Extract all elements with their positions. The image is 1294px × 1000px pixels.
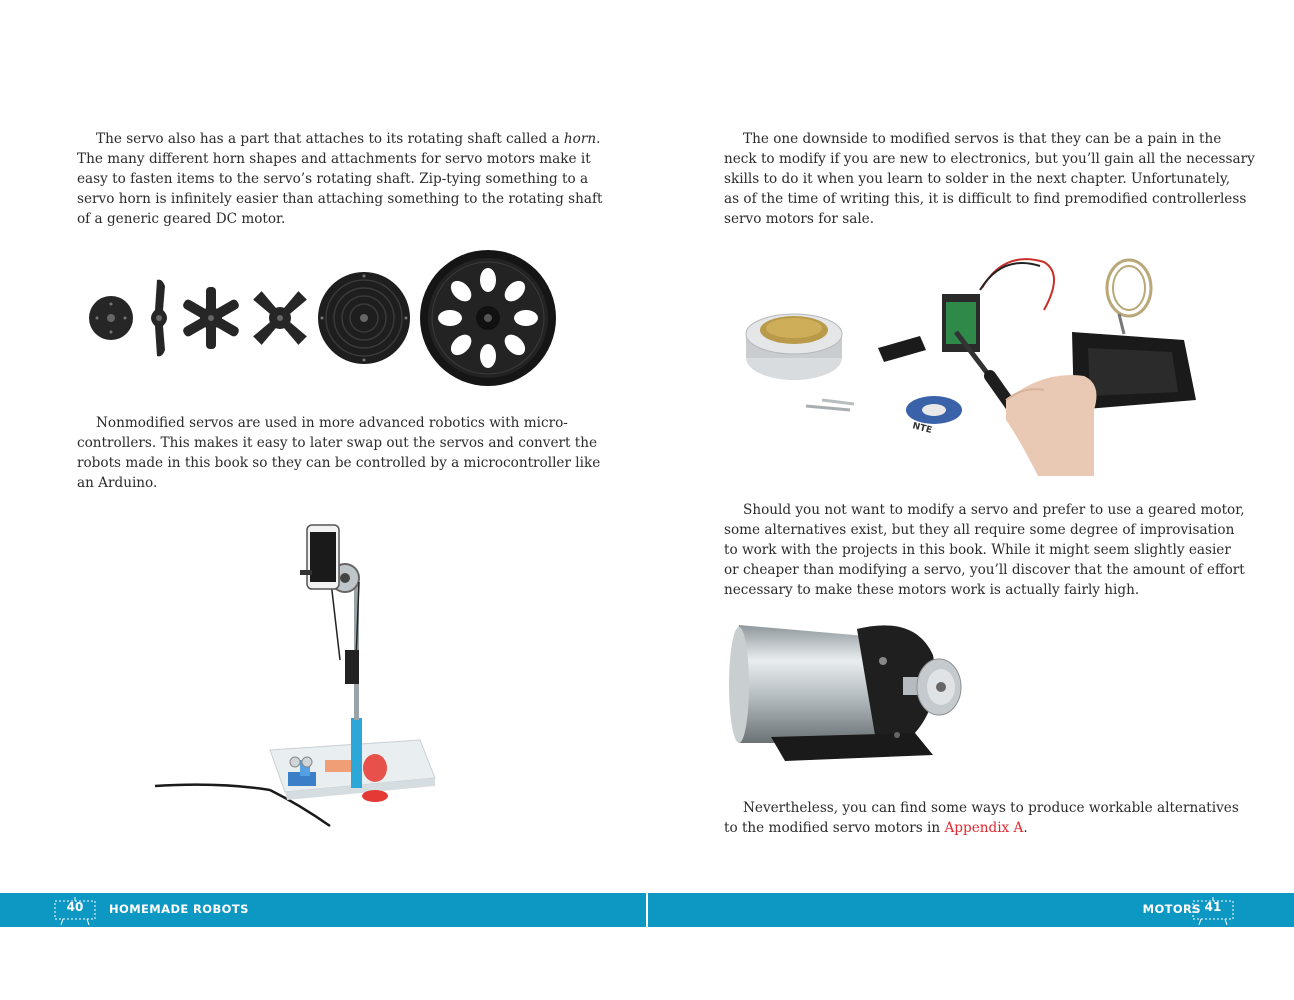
cross-horn-icon [253,291,307,345]
paragraph-servo-horn: The servo also has a part that attaches to its rotating shaft called a horn. The many different horn shapes and attachments for servo motors make it easy to fasten items to the servo’s rotating shaft. Zip-tying something to a servo horn is infinitely easier than attaching something to the rotating shaft of a generic geared DC motor. [77,131,603,227]
appendix-a-link[interactable]: Appendix A [944,820,1024,836]
star-horn-icon [182,287,241,349]
page-number: 40 [66,900,84,914]
paragraph-modified-servos-downside: The one downside to modified servos is that they can be a pain in the neck to modify if you are new to electronics, but you’ll gain all the necessary skills to do it when you learn to solder in the next chapter. Unfortunately, as of the time of writing this, it is difficult to find premodified controllerless servo motors for sale. [724,131,1255,227]
footer-bar-left [0,893,646,927]
paragraph-nonmodified-servos: Nonmodified servos are used in more advanced robotics with micro- controllers. This makes it easy to later swap out the servos and convert the robots made in this book so they can be controlled by a microcontroller like an Arduino. [77,415,601,491]
wheel-icon [420,250,556,386]
page-number-badge [1191,897,1235,925]
round-horn-icon [89,296,133,340]
running-head-right: MOTORS [1142,902,1201,916]
bar-horn-icon [151,280,167,357]
geared-motor-image [727,615,972,775]
running-head-left: HOMEMADE ROBOTS [109,902,249,916]
right-page [647,0,1294,1000]
footer-bar-right [648,893,1294,927]
page-number-badge [53,897,97,925]
page-number: 41 [1204,900,1222,914]
paragraph-geared-motor: Should you not want to modify a servo and prefer to use a geared motor, some alternatives exist, but they all require some degree of improvisation to work with the projects in this book. While it might seem slightly easier or cheaper than modifying a servo, you’ll discover that the amount of effort necessary to make these motors work is actually fairly high. [724,502,1245,598]
phone-robot-image [150,520,445,830]
paragraph-nevertheless: Nevertheless, you can find some ways to produce workable alternatives to the modified servo motors in Appendix A. [724,800,1239,836]
servo-horns-image [85,248,560,388]
soldering-image [744,250,1204,476]
disc-horn-icon [318,272,410,364]
solder-wick-label: NTE [911,421,933,437]
